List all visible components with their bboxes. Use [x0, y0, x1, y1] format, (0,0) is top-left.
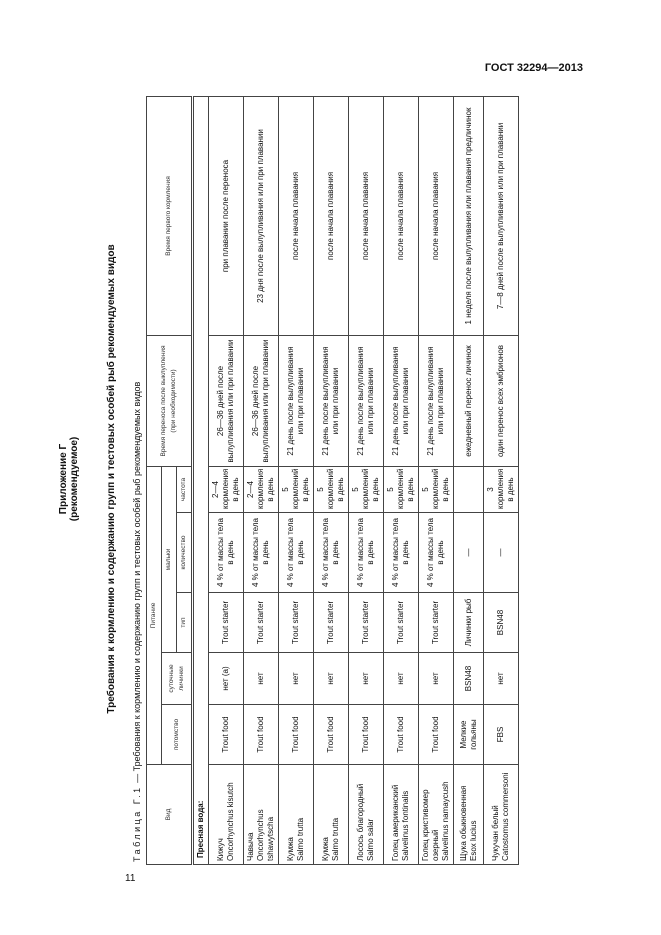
- cell-fry-type: Trout starter: [279, 593, 314, 653]
- species-latin-name: Oncorhynchus kisutch: [226, 782, 235, 861]
- species-russian-name: Чавыча: [246, 832, 255, 861]
- table-row: [314, 96, 349, 864]
- header-feeding: Питание: [147, 466, 162, 764]
- header-daily-larvae: суточные личинки: [162, 653, 193, 705]
- table-row: [484, 96, 519, 864]
- section-freshwater: Пресная вода:: [193, 96, 209, 864]
- cell-fry-quantity: 4 % от массы тела в день: [209, 513, 244, 593]
- cell-daily-larvae: нет: [279, 653, 314, 705]
- cell-fry-type: Trout starter: [419, 593, 454, 653]
- cell-transfer-time: ежедневный перенос личинок: [454, 335, 484, 466]
- species-russian-name: Чукучан белый: [491, 805, 500, 861]
- cell-fry-quantity: 4 % от массы тела в день: [384, 513, 419, 593]
- cell-fry-frequency: 2—4 кормления в день: [209, 466, 244, 512]
- species-russian-name: Лосось благородный: [356, 783, 365, 861]
- table-caption: [132, 382, 142, 862]
- species-latin-name: Salvelinus fontinalis: [401, 790, 410, 861]
- header-offspring: потомство: [162, 705, 193, 765]
- cell-offspring: Мелкие гольяны: [454, 705, 484, 765]
- species-latin-name: Catostomus commersoni: [501, 772, 510, 861]
- table-row: [384, 96, 419, 864]
- cell-fry-type: Trout starter: [209, 593, 244, 653]
- table-body: [193, 96, 519, 864]
- species-russian-name: Кумжа: [286, 837, 295, 861]
- header-frequency: частота: [177, 466, 193, 512]
- cell-offspring: Trout food: [349, 705, 384, 765]
- cell-fry-quantity: —: [454, 513, 484, 593]
- species-latin-name: Salmo salar: [366, 818, 375, 861]
- rotated-content: [50, 90, 515, 868]
- cell-fry-frequency: 5 кормлений в день: [419, 466, 454, 512]
- cell-first-feeding: после начала плавания: [384, 96, 419, 335]
- cell-fry-frequency: 5 кормлений в день: [349, 466, 384, 512]
- species-russian-name: Голец кристивомер озерный: [421, 789, 440, 861]
- cell-fry-quantity: 4 % от массы тела в день: [244, 513, 279, 593]
- cell-first-feeding: после начала плавания: [314, 96, 349, 335]
- header-quantity: количество: [177, 513, 193, 593]
- species-russian-name: Голец американский: [391, 784, 400, 861]
- page-number: 11: [125, 873, 136, 884]
- species-russian-name: Кумжа: [321, 837, 330, 861]
- species-latin-name: Salmo trutta: [296, 817, 305, 861]
- table-row: [279, 96, 314, 864]
- cell-transfer-time: 26—36 дней после вылупливания или при плавании: [209, 335, 244, 466]
- species-latin-name: Esox lucius: [468, 820, 478, 861]
- section-row: [193, 96, 209, 864]
- cell-fry-type: Trout starter: [314, 593, 349, 653]
- header-type: тип: [177, 593, 193, 653]
- feeding-table: [146, 96, 519, 865]
- cell-first-feeding: после начала плавания: [419, 96, 454, 335]
- cell-fry-type: Trout starter: [384, 593, 419, 653]
- cell-transfer-time: 21 день после вылупливания или при плавании: [314, 335, 349, 466]
- cell-first-feeding: 7—8 дней после вылупливания или при плавании: [484, 96, 519, 335]
- cell-species: [349, 765, 384, 865]
- cell-species: [244, 765, 279, 865]
- cell-fry-type: BSN48: [484, 593, 519, 653]
- cell-fry-type: Личинки рыб: [454, 593, 484, 653]
- cell-transfer-time: 26—36 дней после вылупливания или при плавании: [244, 335, 279, 466]
- cell-fry-frequency: 2—4 кормления в день: [244, 466, 279, 512]
- cell-daily-larvae: BSN48: [454, 653, 484, 705]
- cell-fry-quantity: 4 % от массы тела в день: [349, 513, 384, 593]
- cell-fry-frequency: 5 кормлений в день: [384, 466, 419, 512]
- cell-daily-larvae: нет: [419, 653, 454, 705]
- appendix-label: Приложение Г: [58, 443, 69, 515]
- cell-first-feeding: после начала плавания: [349, 96, 384, 335]
- appendix-status: (рекомендуемое): [69, 436, 80, 522]
- cell-offspring: Trout food: [419, 705, 454, 765]
- species-latin-name: Oncorhynchus tshawytscha: [256, 809, 275, 861]
- species-russian-name: Щука обыкновенная: [458, 785, 468, 861]
- cell-offspring: Trout food: [244, 705, 279, 765]
- cell-fry-quantity: 4 % от массы тела в день: [419, 513, 454, 593]
- appendix-heading: [58, 90, 80, 868]
- cell-fry-quantity: 4 % от массы тела в день: [279, 513, 314, 593]
- cell-species: [419, 765, 454, 865]
- cell-offspring: Trout food: [279, 705, 314, 765]
- cell-transfer-time: 21 день после вылупливания или при плавании: [279, 335, 314, 466]
- table-caption-label: Таблица Г.1: [132, 785, 142, 862]
- cell-daily-larvae: нет: [349, 653, 384, 705]
- cell-offspring: Trout food: [384, 705, 419, 765]
- table-caption-text: — Требования к кормлению и содержанию групп и тестовых особей рыб рекомендуемых видов: [132, 381, 142, 786]
- document-title: Требования к кормлению и содержанию групп и тестовых особей рыб рекомендуемых видов: [106, 244, 117, 714]
- cell-species: [484, 765, 519, 865]
- header-species: Вид: [147, 765, 193, 865]
- cell-species: [279, 765, 314, 865]
- cell-species: [314, 765, 349, 865]
- header-transfer-time: Время переноса после выклупления (при необходимости): [147, 335, 193, 466]
- table-row: [349, 96, 384, 864]
- table-row: [244, 96, 279, 864]
- species-latin-name: Salmo trutta: [331, 817, 340, 861]
- cell-fry-frequency: 5 кормлений в день: [314, 466, 349, 512]
- cell-daily-larvae: нет: [484, 653, 519, 705]
- cell-transfer-time: 21 день после вылупливания или при плавании: [419, 335, 454, 466]
- species-latin-name: Salvelinus namaycush: [441, 781, 450, 861]
- table-row: [419, 96, 454, 864]
- table-row: [454, 96, 484, 864]
- cell-fry-quantity: 4 % от массы тела в день: [314, 513, 349, 593]
- cell-fry-type: Trout starter: [349, 593, 384, 653]
- cell-offspring: Trout food: [209, 705, 244, 765]
- cell-transfer-time: 21 день после вылупливания или при плавании: [349, 335, 384, 466]
- cell-fry-frequency: 5 кормлений в день: [279, 466, 314, 512]
- cell-fry-quantity: —: [484, 513, 519, 593]
- cell-species: [209, 765, 244, 865]
- cell-first-feeding: 23 дня после вылупливания или при плавании: [244, 96, 279, 335]
- header-fry: мальки: [162, 466, 177, 652]
- species-russian-name: Кижуч: [216, 838, 225, 861]
- standard-code: ГОСТ 32294—2013: [484, 62, 583, 74]
- cell-fry-frequency: [454, 466, 484, 512]
- cell-fry-frequency: 3 кормления в день: [484, 466, 519, 512]
- cell-species: [384, 765, 419, 865]
- header-first-feeding: Время первого кормления: [147, 96, 193, 335]
- cell-first-feeding: после начала плавания: [279, 96, 314, 335]
- cell-offspring: Trout food: [314, 705, 349, 765]
- cell-first-feeding: при плавании после переноса: [209, 96, 244, 335]
- cell-daily-larvae: нет: [384, 653, 419, 705]
- cell-species: [454, 765, 484, 865]
- cell-daily-larvae: нет: [314, 653, 349, 705]
- cell-daily-larvae: нет (a): [209, 653, 244, 705]
- cell-daily-larvae: нет: [244, 653, 279, 705]
- cell-fry-type: Trout starter: [244, 593, 279, 653]
- cell-first-feeding: 1 неделя после вылупливания или плавания предличинок: [454, 96, 484, 335]
- table-row: [209, 96, 244, 864]
- cell-transfer-time: 21 день после вылупливания или при плавании: [384, 335, 419, 466]
- cell-offspring: FBS: [484, 705, 519, 765]
- cell-transfer-time: один перенос всех эмбрионов: [484, 335, 519, 466]
